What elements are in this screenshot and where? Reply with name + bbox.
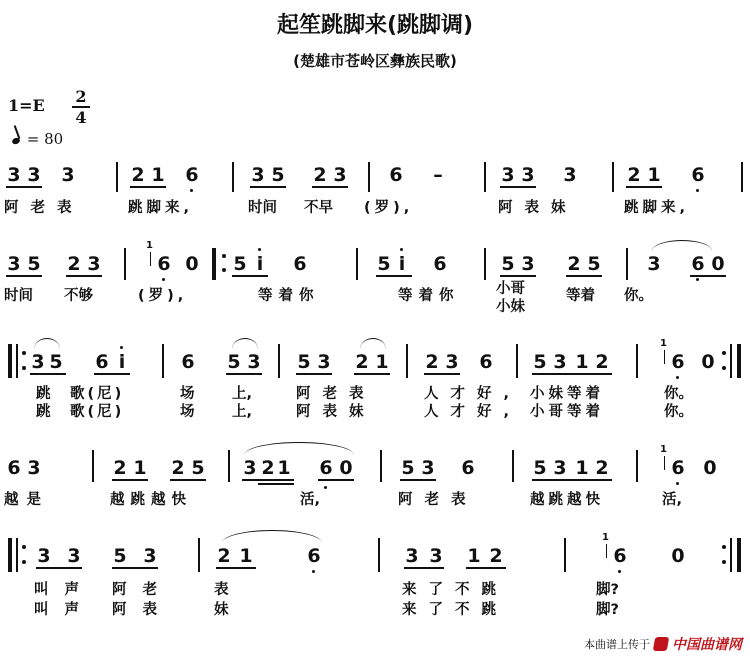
score-system-1: 3 3 3 2 1 6 3 5 2 3 6 – 3 3 3 2 1 6 阿老表 跳脚来, 时间 不早 (罗), 阿表妹 跳脚来,	[0, 158, 750, 228]
lyric: 跳脚来,	[624, 200, 690, 216]
lyric: (罗),	[138, 288, 188, 304]
lyric: 脚?	[596, 582, 619, 598]
page-subtitle: (楚雄市苍岭区彝族民歌)	[293, 52, 457, 70]
lyric: 不够	[64, 288, 93, 304]
lyric: 等着	[566, 288, 595, 304]
lyric: 上,	[232, 404, 253, 420]
lyric: 歌(尼)	[70, 404, 125, 420]
lyric: 阿老表	[4, 200, 84, 216]
lyric: 你。	[664, 386, 693, 402]
score-system-2: 3 5 2 3 1 6 0 5 i 6 5 i 6 5 3 2 5 3 6 0 时间 不够 (罗), 等着你 等着你 小哥 小妹 等着 你。	[4, 240, 725, 315]
lyric: 时间	[4, 288, 33, 304]
time-signature-bottom: 4	[75, 108, 87, 127]
lyric: 跳	[36, 404, 51, 420]
lyric: 等着你	[258, 288, 320, 304]
score-system-3: 3 5 6 i 6 5 3 5 3 2 1 2 3 6 5 3 1 2 1 6 0 跳 歌(尼) 场 上, 阿老表 人才好, 小妹等着 你。 跳 歌(尼) 场 上, 阿表妹 人才好, 小哥等着 你。	[0, 338, 750, 428]
lyric: 小哥等着	[530, 404, 604, 420]
lyric: 场	[180, 386, 195, 402]
lyric: 小妹等着	[530, 386, 604, 402]
lyric: 人才好,	[424, 386, 522, 402]
tempo-value: = 80	[26, 130, 64, 148]
lyric: 小妹	[496, 299, 525, 315]
lyric: 脚?	[596, 602, 619, 618]
lyric: 跳	[36, 386, 51, 402]
page-title: 起笙跳脚来(跳脚调)	[276, 13, 474, 38]
quarter-note-icon	[11, 137, 21, 145]
lyric: 上,	[232, 386, 253, 402]
lyric: 歌(尼)	[70, 386, 125, 402]
lyric: 越跳越快	[110, 492, 192, 508]
lyric: 小哥	[496, 281, 525, 297]
lyric: 等着你	[398, 288, 460, 304]
site-logo-icon	[653, 637, 669, 651]
lyric: 来了不跳	[402, 582, 508, 598]
score-system-5: 3 3 5 3 2 1 6 3 3 1 2 1 6 0 叫声 阿老 表 来了不跳 脚? 叫声 阿表 妹 来了不跳 脚?	[0, 526, 750, 626]
time-signature	[70, 88, 92, 126]
lyric: 表	[214, 582, 229, 598]
footer	[584, 634, 742, 654]
lyric: 你。	[664, 404, 693, 420]
lyric: 时间	[248, 200, 277, 216]
lyric: 阿老表	[398, 492, 478, 508]
lyric: 活,	[300, 492, 321, 508]
lyric: 叫声	[34, 602, 95, 618]
lyric: 跳脚来,	[128, 200, 194, 216]
lyric: 活,	[662, 492, 683, 508]
lyric: 叫声	[34, 582, 95, 598]
lyric: 阿表妹	[296, 404, 376, 420]
lyric: 场	[180, 404, 195, 420]
key-signature: 1=E	[8, 96, 45, 115]
lyric: 阿老	[112, 582, 173, 598]
lyric: 不早	[304, 200, 333, 216]
score-system-4: 6 3 2 1 2 5 3 2 1 6 0 5 3 6 5 3 1 2 1 6 0 越是 越跳越快 活, 阿老表 越跳越快 活,	[4, 444, 717, 508]
lyric: 阿表	[112, 602, 173, 618]
lyric: 来了不跳	[402, 602, 508, 618]
lyric: 阿老表	[296, 386, 376, 402]
site-logo[interactable]: 中国曲谱网	[672, 637, 742, 653]
time-signature-top: 2	[75, 87, 87, 106]
lyric: (罗),	[364, 200, 414, 216]
lyric: 妹	[214, 602, 229, 618]
lyric: 越是	[4, 492, 49, 508]
tempo-marking	[12, 130, 63, 148]
footer-text: 本曲谱上传于	[584, 638, 650, 651]
lyric: 人才好,	[424, 404, 522, 420]
lyric: 越跳越快	[530, 492, 604, 508]
lyric: 阿表妹	[498, 200, 578, 216]
lyric: 你。	[624, 288, 653, 304]
